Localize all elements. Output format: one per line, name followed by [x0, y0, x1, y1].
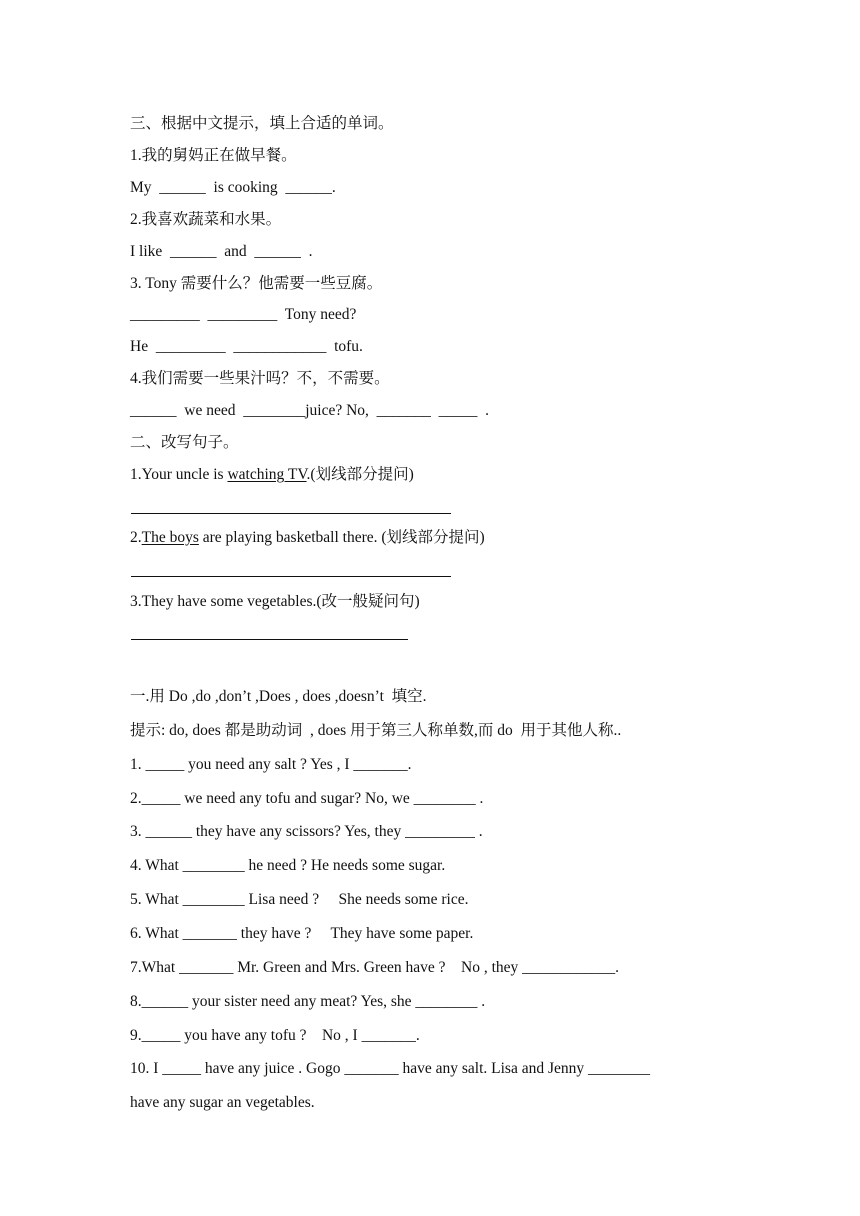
section3-q3-chinese: 3. Tony 需要什么？他需要一些豆腐。 — [130, 275, 383, 292]
section2-q2-prefix: 2. — [130, 529, 142, 546]
section1-item: 5. What ________ Lisa need ? She needs some rice. — [130, 891, 469, 908]
section3-q4-english: ______ we need ________juice? No, _______ _____ . — [130, 402, 490, 419]
section3-q3-english-answer: He _________ ____________ tofu. — [130, 338, 363, 355]
section1-item: 9._____ you have any tofu ? No , I _______. — [130, 1027, 420, 1044]
answer-line-2-1 — [131, 513, 451, 514]
section1-heading: 一.用 Do ,do ,don’t ,Does , does ,doesn’t 填空. — [130, 688, 427, 705]
section1-hint: 提示: do, does 都是助动词 , does 用于第三人称单数,而 do 用于其他人称.. — [130, 722, 622, 739]
section3-q2-chinese: 2.我喜欢蔬菜和水果。 — [130, 211, 282, 228]
section3-heading: 三、根据中文提示，填上合适的单词。 — [130, 115, 394, 132]
section1-item: 1. _____ you need any salt ? Yes , I _______. — [130, 756, 412, 773]
section2-q2-suffix: are playing basketball there. (划线部分提问) — [198, 529, 485, 546]
section2-q1-prefix: 1.Your uncle is — [130, 466, 228, 483]
section3-q3-english-question: _________ _________ Tony need? — [130, 306, 357, 323]
section3-q4-chinese: 4.我们需要一些果汁吗？不，不需要。 — [130, 370, 390, 387]
section1-item: 4. What ________ he need ? He needs some sugar. — [130, 857, 446, 874]
answer-line-2-2 — [131, 576, 451, 577]
section2-q1 — [130, 465, 820, 487]
section3-q1-chinese: 1.我的舅妈正在做早餐。 — [130, 147, 297, 164]
section2-q2-underlined: The boys — [141, 529, 199, 546]
answer-line-2-3 — [131, 639, 408, 640]
section2-q2 — [130, 528, 820, 550]
section1-item: 8.______ your sister need any meat? Yes, she ________ . — [130, 993, 486, 1010]
section1-item: 10. I _____ have any juice . Gogo _______ have any salt. Lisa and Jenny ________ — [130, 1060, 651, 1077]
section2-q1-underlined: watching TV — [227, 466, 307, 483]
section3-q1-english: My ______ is cooking ______. — [130, 179, 336, 196]
section1-item: 3. ______ they have any scissors? Yes, they _________ . — [130, 823, 483, 840]
section2-heading: 二、改写句子。 — [130, 434, 239, 451]
section1-item: 6. What _______ they have ? They have some paper. — [130, 925, 474, 942]
section1-item: 7.What _______ Mr. Green and Mrs. Green have ? No , they ____________. — [130, 959, 620, 976]
section2-q1-suffix: .(划线部分提问) — [306, 466, 414, 483]
section3-q2-english: I like ______ and ______ . — [130, 243, 313, 260]
section2-q3: 3.They have some vegetables.(改一般疑问句) — [130, 593, 420, 610]
section1-item: have any sugar an vegetables. — [130, 1094, 315, 1111]
section1-item: 2._____ we need any tofu and sugar? No, we ________ . — [130, 790, 484, 807]
